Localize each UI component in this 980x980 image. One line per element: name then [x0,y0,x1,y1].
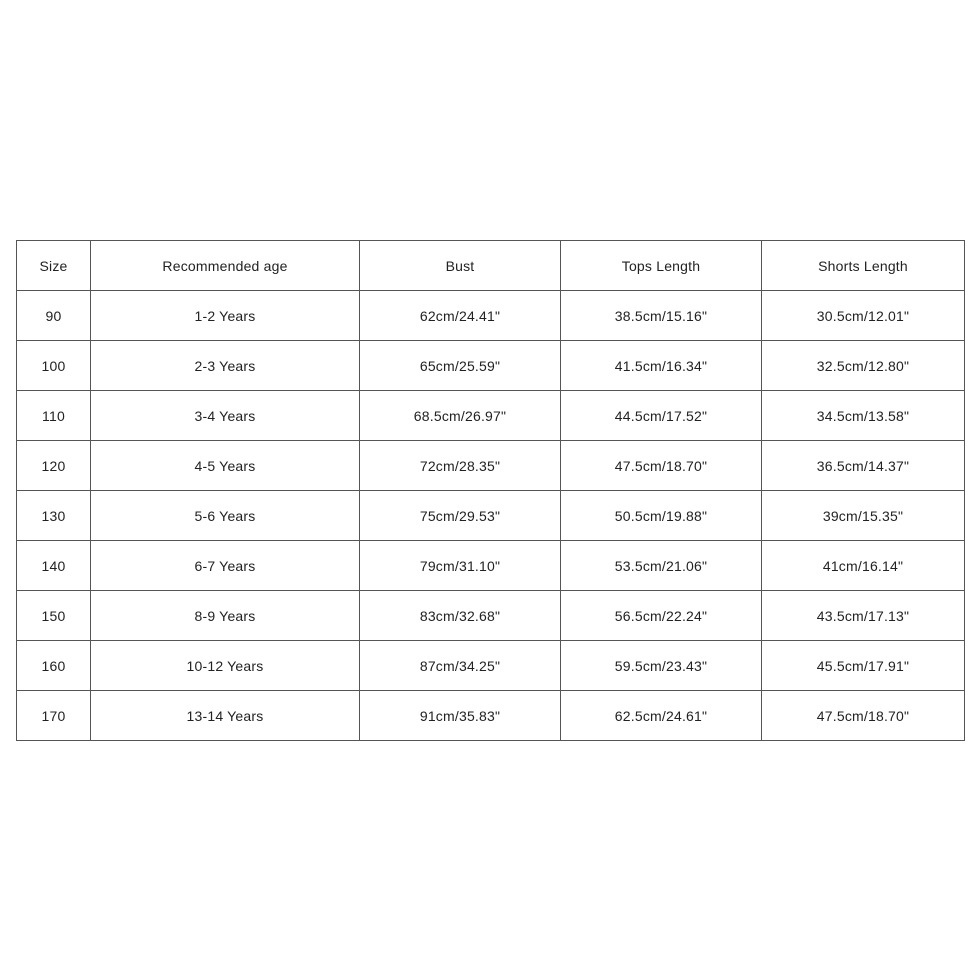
cell-bust: 79cm/31.10" [360,541,561,591]
cell-shorts-length: 47.5cm/18.70" [762,691,965,741]
cell-age: 10-12 Years [91,641,360,691]
cell-bust: 68.5cm/26.97" [360,391,561,441]
cell-shorts-length: 30.5cm/12.01" [762,291,965,341]
table-row [17,541,965,591]
size-chart-table [16,240,965,741]
header-recommended-age: Recommended age [91,241,360,291]
header-bust: Bust [360,241,561,291]
cell-age: 1-2 Years [91,291,360,341]
cell-shorts-length: 32.5cm/12.80" [762,341,965,391]
cell-tops-length: 47.5cm/18.70" [561,441,762,491]
cell-bust: 75cm/29.53" [360,491,561,541]
cell-shorts-length: 43.5cm/17.13" [762,591,965,641]
cell-size: 120 [17,441,91,491]
table-header-row [17,241,965,291]
cell-tops-length: 41.5cm/16.34" [561,341,762,391]
table-row [17,591,965,641]
table-row [17,441,965,491]
cell-age: 4-5 Years [91,441,360,491]
cell-shorts-length: 41cm/16.14" [762,541,965,591]
cell-size: 90 [17,291,91,341]
cell-age: 5-6 Years [91,491,360,541]
cell-size: 160 [17,641,91,691]
cell-tops-length: 44.5cm/17.52" [561,391,762,441]
cell-size: 130 [17,491,91,541]
header-shorts-length: Shorts Length [762,241,965,291]
cell-age: 8-9 Years [91,591,360,641]
cell-age: 2-3 Years [91,341,360,391]
cell-age: 13-14 Years [91,691,360,741]
header-size: Size [17,241,91,291]
cell-bust: 65cm/25.59" [360,341,561,391]
cell-tops-length: 53.5cm/21.06" [561,541,762,591]
cell-size: 170 [17,691,91,741]
cell-tops-length: 50.5cm/19.88" [561,491,762,541]
cell-bust: 72cm/28.35" [360,441,561,491]
cell-shorts-length: 36.5cm/14.37" [762,441,965,491]
table-row [17,491,965,541]
cell-bust: 62cm/24.41" [360,291,561,341]
cell-age: 6-7 Years [91,541,360,591]
cell-size: 140 [17,541,91,591]
cell-bust: 87cm/34.25" [360,641,561,691]
table-row [17,391,965,441]
header-tops-length: Tops Length [561,241,762,291]
cell-shorts-length: 39cm/15.35" [762,491,965,541]
cell-bust: 83cm/32.68" [360,591,561,641]
cell-age: 3-4 Years [91,391,360,441]
table-row [17,291,965,341]
table-row [17,691,965,741]
cell-bust: 91cm/35.83" [360,691,561,741]
cell-size: 100 [17,341,91,391]
cell-tops-length: 62.5cm/24.61" [561,691,762,741]
cell-size: 110 [17,391,91,441]
cell-shorts-length: 45.5cm/17.91" [762,641,965,691]
table-row [17,341,965,391]
cell-tops-length: 56.5cm/22.24" [561,591,762,641]
cell-shorts-length: 34.5cm/13.58" [762,391,965,441]
table-row [17,641,965,691]
cell-tops-length: 38.5cm/15.16" [561,291,762,341]
cell-tops-length: 59.5cm/23.43" [561,641,762,691]
cell-size: 150 [17,591,91,641]
